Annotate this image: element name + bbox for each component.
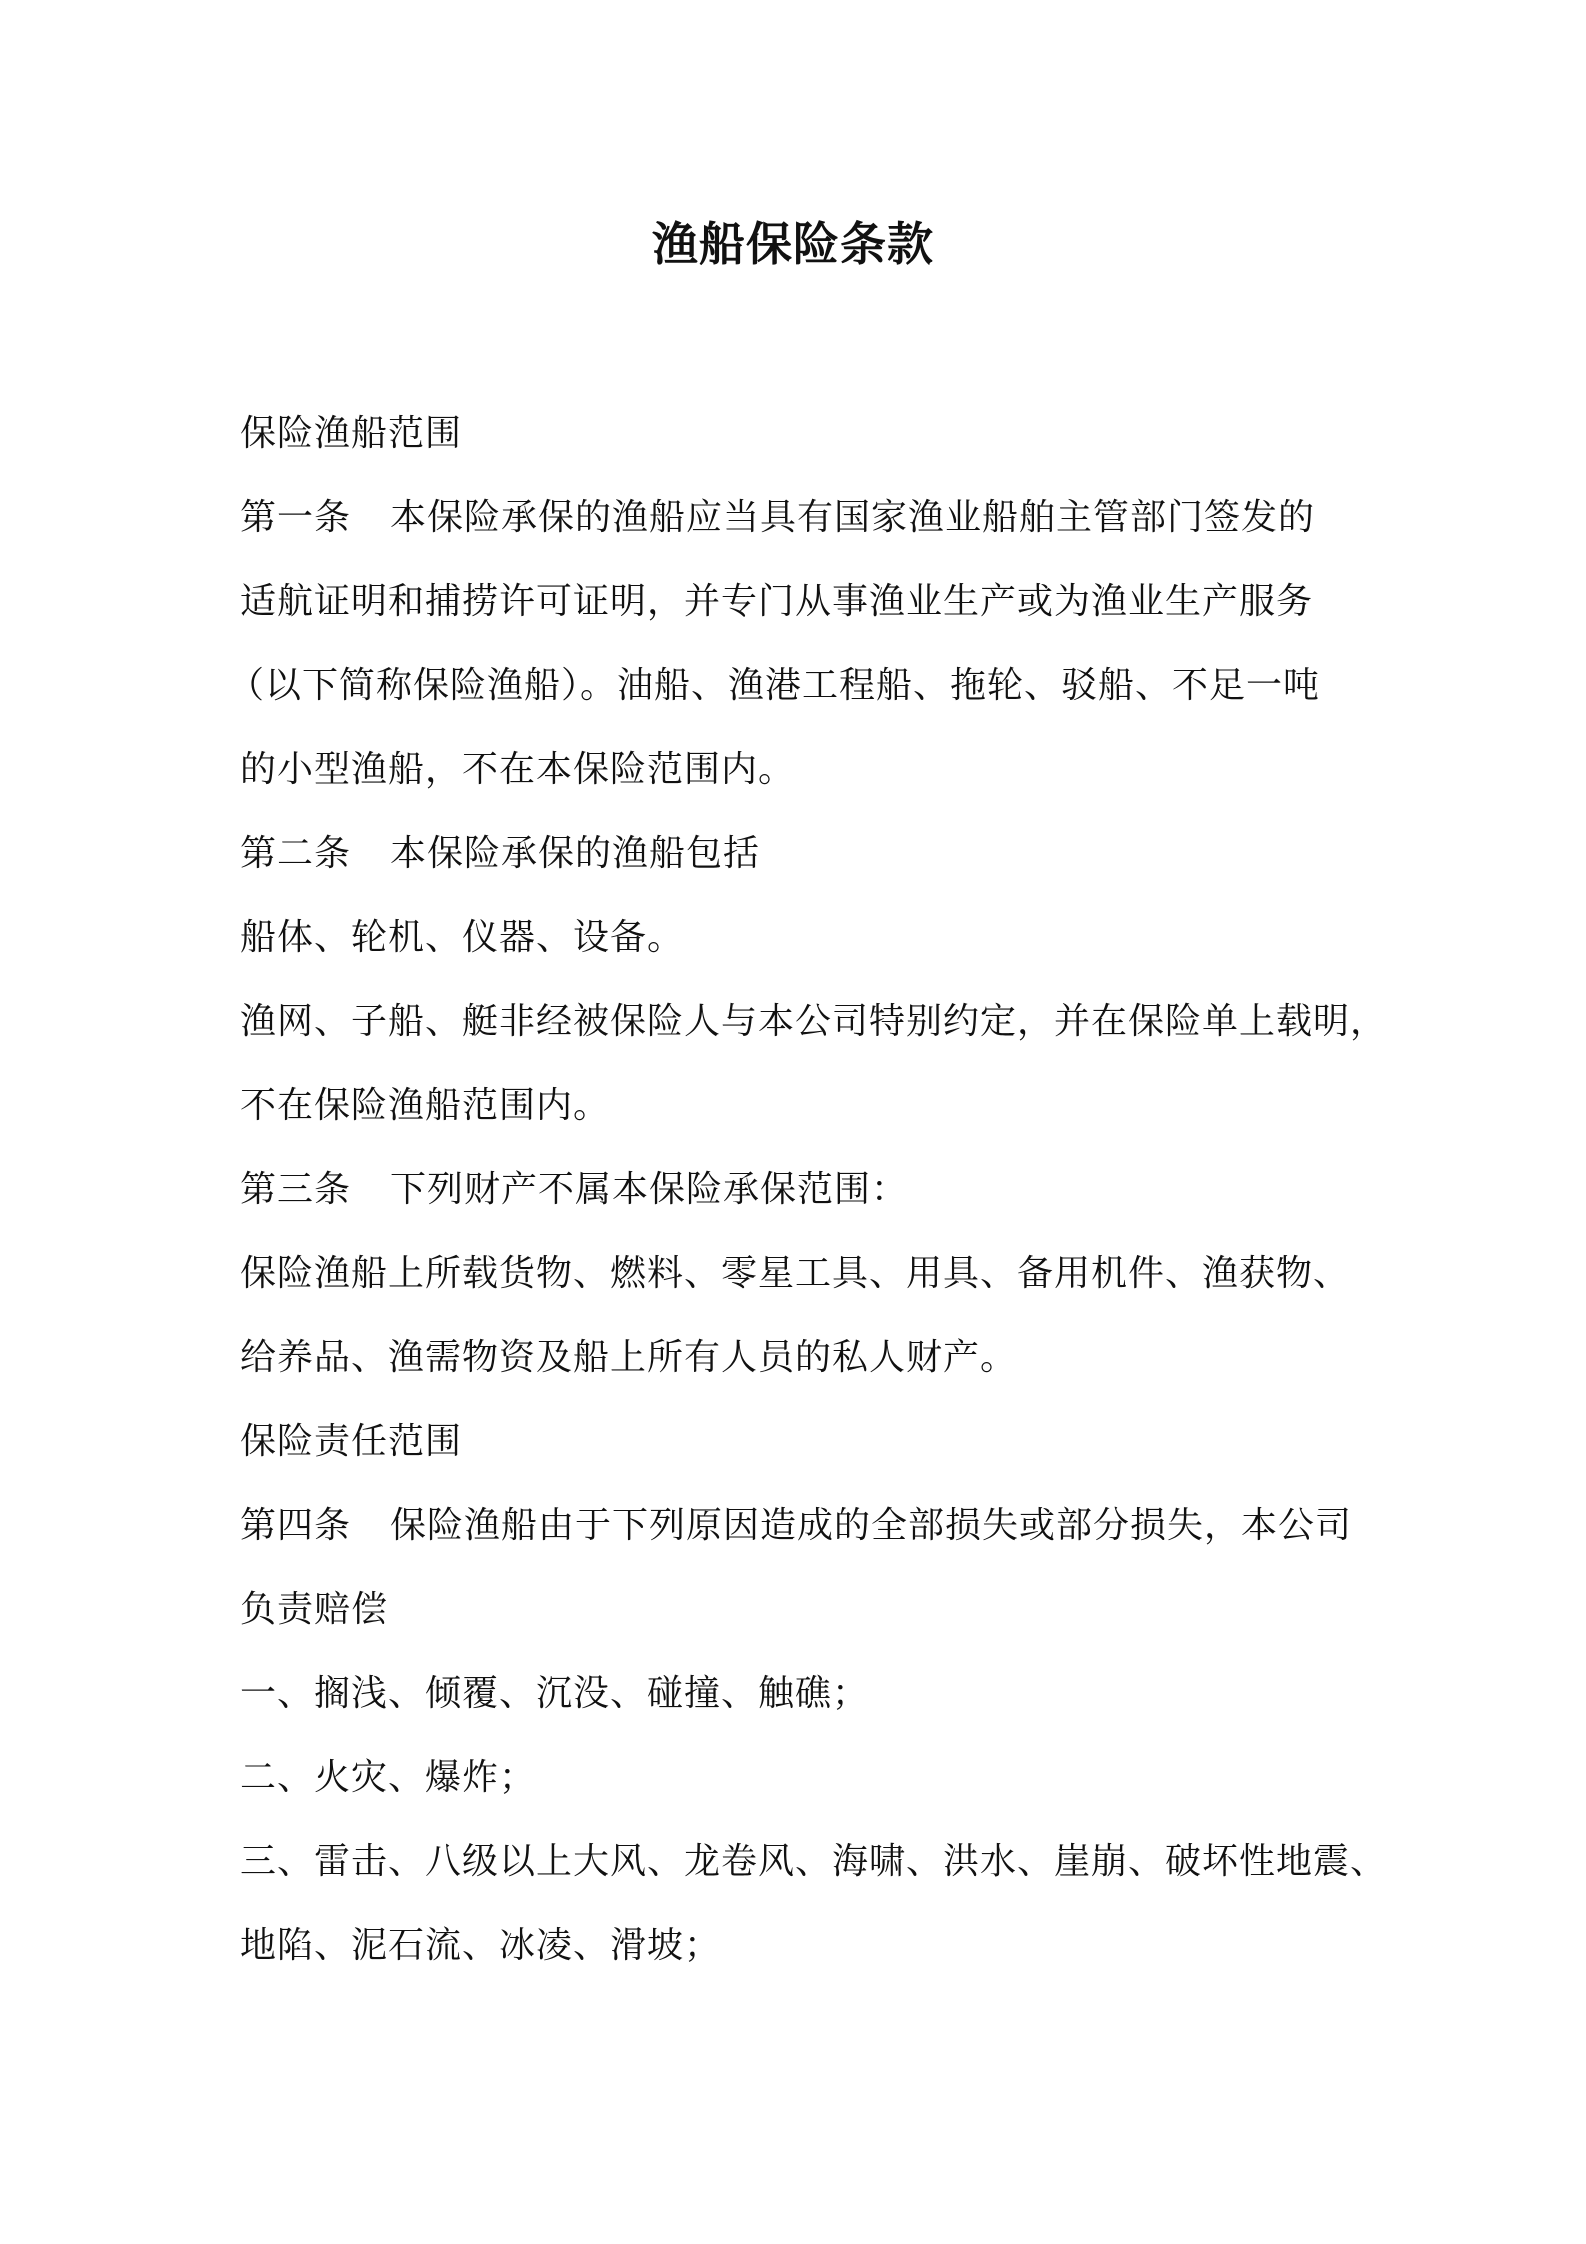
line-text: 二、火灾、爆炸； xyxy=(240,1757,537,1798)
line-text: 本保险承保的渔船包括 xyxy=(390,833,761,874)
section-heading xyxy=(240,410,462,458)
line-text: 保险渔船上所载货物、燃料、零星工具、用具、备用机件、渔获物、 xyxy=(240,1253,1351,1294)
document-title: 渔船保险条款 xyxy=(652,217,934,271)
body-line xyxy=(240,1082,610,1130)
body-line xyxy=(240,1922,721,1970)
article-number: 第一条 xyxy=(240,497,352,538)
article-line xyxy=(240,830,760,878)
line-text: （以下简称保险渔船）。油船、渔港工程船、拖轮、驳船、不足一吨 xyxy=(228,665,1321,706)
body-line xyxy=(228,662,1320,710)
body-line xyxy=(240,1250,1350,1298)
line-text: 一、搁浅、倾覆、沉没、碰撞、触礁； xyxy=(240,1673,870,1714)
list-item xyxy=(240,1754,536,1802)
line-text: 船体、轮机、仪器、设备。 xyxy=(240,917,685,958)
line-text: 渔网、子船、艇非经被保险人与本公司特别约定，并在保险单上载明， xyxy=(240,1001,1388,1042)
line-text: 的小型渔船，不在本保险范围内。 xyxy=(240,749,796,790)
body-line xyxy=(240,998,1387,1046)
line-text: 地陷、泥石流、冰凌、滑坡； xyxy=(240,1925,722,1966)
article-number: 第四条 xyxy=(240,1505,352,1546)
line-text: 给养品、渔需物资及船上所有人员的私人财产。 xyxy=(240,1337,1018,1378)
body-line xyxy=(240,1586,388,1634)
body-line xyxy=(240,746,795,794)
list-item xyxy=(240,1670,869,1718)
line-text: 本保险承保的渔船应当具有国家渔业船舶主管部门签发的 xyxy=(390,497,1316,538)
line-text: 负责赔偿 xyxy=(240,1589,389,1630)
line-text: 保险渔船范围 xyxy=(240,413,463,454)
body-line xyxy=(240,914,684,962)
line-text: 保险渔船由于下列原因造成的全部损失或部分损失，本公司 xyxy=(390,1505,1353,1546)
body-line xyxy=(240,578,1313,626)
article-line xyxy=(240,1166,908,1214)
line-text: 下列财产不属本保险承保范围： xyxy=(390,1169,909,1210)
line-text: 适航证明和捕捞许可证明，并专门从事渔业生产或为渔业生产服务 xyxy=(240,581,1314,622)
line-text: 不在保险渔船范围内。 xyxy=(240,1085,611,1126)
article-line xyxy=(240,494,1315,542)
article-number: 第三条 xyxy=(240,1169,352,1210)
body-line xyxy=(240,1334,1017,1382)
section-heading xyxy=(240,1418,462,1466)
line-text: 保险责任范围 xyxy=(240,1421,463,1462)
article-line xyxy=(240,1502,1352,1550)
article-number: 第二条 xyxy=(240,833,352,874)
line-text: 三、雷击、八级以上大风、龙卷风、海啸、洪水、崖崩、破坏性地震、 xyxy=(240,1841,1388,1882)
list-item xyxy=(240,1838,1387,1886)
